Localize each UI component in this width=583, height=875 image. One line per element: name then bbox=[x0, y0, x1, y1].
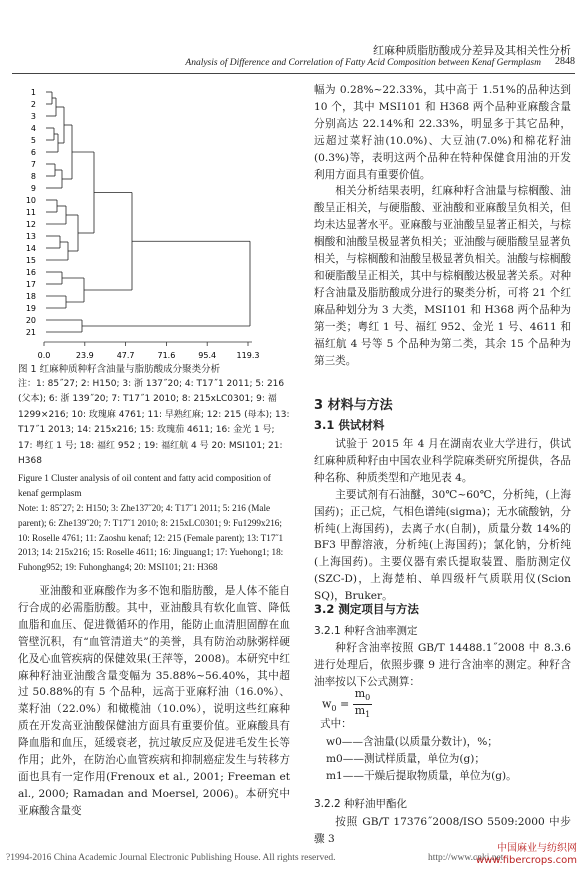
x-tick-label: 23.9 bbox=[75, 351, 94, 360]
paragraph: 种籽含油率按照 GB/T 14488.1˝2008 中 8.3.6 进行处理后，依照步骤 9 进行含油率的测定。种籽含油率按以下公式测算： bbox=[314, 642, 571, 688]
right-body-text bbox=[314, 82, 571, 369]
running-header-line bbox=[12, 56, 575, 70]
formula-definitions bbox=[326, 734, 571, 785]
running-title-cn: 红麻种质脂肪酸成分差异及其相关性分析 bbox=[373, 44, 571, 57]
paragraph: 试验于 2015 年 4 月在湖南农业大学进行，供试红麻种质种籽由中国农业科学院麻类研究所提供，各品种名称、种质类型和产地见表 4。 bbox=[314, 438, 571, 484]
page-number: 2848 bbox=[555, 56, 575, 67]
section-3-2-1-text bbox=[314, 640, 571, 691]
section-heading-3-2-1: 3.2.1 种籽含油率测定 bbox=[314, 625, 418, 637]
x-tick-label: 0.0 bbox=[37, 351, 51, 360]
formula-denominator-sub: 1 bbox=[365, 710, 371, 720]
figure-caption-en: Figure 1 Cluster analysis of oil content and fatty acid composition of kenaf germplasm bbox=[18, 473, 271, 499]
formula-numerator: m bbox=[354, 687, 366, 700]
leaf-label: 13 bbox=[25, 232, 36, 241]
section-heading-3-1: 3.1 供试材料 bbox=[314, 418, 385, 432]
section-heading-3-2-2: 3.2.2 种籽油甲酯化 bbox=[314, 798, 408, 810]
oil-content-formula: $w_0$ = $\frac{m_0}{m_1}$ bbox=[322, 687, 371, 720]
formula-lhs-sub: 0 bbox=[331, 703, 337, 713]
x-tick-label: 119.3 bbox=[236, 351, 260, 360]
section-heading-3: 3 材料与方法 bbox=[314, 398, 393, 413]
definition-item: m1——干燥后提取物质量，单位为(g)。 bbox=[326, 769, 517, 782]
leaf-label: 16 bbox=[25, 268, 36, 277]
paragraph: 按照 GB/T 17376˝2008/ISO 5509:2000 中步骤 3 bbox=[314, 816, 571, 845]
x-tick-label: 95.4 bbox=[198, 351, 217, 360]
x-axis-ticks bbox=[38, 342, 260, 360]
copyright-notice: ?1994-2016 China Academic Journal Electronic Publishing House. All rights reserved. bbox=[6, 853, 336, 863]
dendrogram bbox=[26, 88, 250, 337]
running-title-en: Analysis of Difference and Correlation of Fatty Acid Composition between Kenaf Germplasm bbox=[185, 58, 541, 68]
paragraph: 相关分析结果表明，红麻种籽含油量与棕榈酸、油酸呈正相关，与硬脂酸、亚油酸和亚麻酸呈负相关，但均未达显著水平。亚麻酸与亚油酸呈显著正相关，与棕榈酸和油酸呈极显著负相关；亚油酸与硬脂酸呈显著负相关，与棕榈酸和油酸呈极显著负相关。油酸与棕榈酸和硬脂酸呈正相关，其中与棕榈酸达极显著关系。对种籽含油量及脂肪酸成分进行的聚类分析，可将 21 个红麻品种划分为 3 大类，MSI101 和 H368 两个品种为第一类；粤红 1 号、福红 952、金光 1 号、4611 和福红航 4 号等 5 个品种为第二类，其余 15 个品种为第三类。 bbox=[314, 185, 571, 367]
figure-note-cn: 注：1: 85˝27; 2: H150; 3: 浙 137˝20; 4: T17˝1 2011; 5: 216 (父本); 6: 浙 139˝20; 7: T17˝1 2010; 8: 215xLC0301; 9: 福 1299×216; 10: 玫瑰麻 4761; 11: 早熟红麻; 12: 215 (母本); 13: T17˝1 2013; 14: 215x216; 15: 玫瑰茄 4611; 16: 金光 1 号; 17: 粤红 1 号; 18: 福红 952 ; 19: 福红航 4 号 20: MSI101; 21: H368 bbox=[18, 379, 290, 467]
leaf-label: 1 bbox=[30, 88, 36, 97]
section-heading-3-2: 3.2 测定项目与方法 bbox=[314, 602, 419, 616]
figure-note-en: Note: 1: 85˝27; 2: H150; 3: Zhe137˝20; 4: T17˝1 2011; 5: 216 (Male parent); 6: Zhe139˝20; 7: T17˝1 2010; 8: 215xLC0301; 9: Fu1299x216; 10: Roselle 4761; 11: Zaoshu kenaf; 12: 215 (Female parent); 13: T17˝1 2013; 14: 215x216; 15: Roselle 4611; 16: Jinguang1; 17: Yuehong1; 18: Fuhong952; 19: Fuhonghang4; 20: MSI101; 21: H368 bbox=[18, 503, 284, 572]
formula-numerator-sub: 0 bbox=[365, 693, 371, 703]
paragraph: 亚油酸和亚麻酸作为多不饱和脂肪酸，是人体不能自行合成的必需脂肪酸。其中，亚油酸具有软化血管、降低血脂和血压、促进微循环的作用，能防止血清胆固醇在血管壁沉积，有“血管清道夫”的美誉，具有防治动脉粥样硬化及心血管疾病的保健效果(王萍等，2008)。本研究中红麻种籽油亚油酸含量变幅为 35.88%~56.40%，其中超过 50.88%的有 5 个品种，远高于亚麻籽油（16.0%）、菜籽油（22.0%）和橄榄油（10.0%），说明这些红麻种质在开发高亚油酸保健油方面具有重要价值。亚麻酸具有降血脂和血压，延缓衰老，抗过敏反应及促进毛发生长等作用；此外，在防治心血管疾病和抑制癌症发生与转移方面也具有一定作用(Frenoux et al., 2001; Freeman et al., 2000; Ramadan and Moersel, 2006)。本研究中亚麻酸含量变 bbox=[18, 585, 290, 817]
x-tick-label: 47.7 bbox=[116, 351, 135, 360]
leaf-label: 12 bbox=[25, 220, 36, 229]
figure-caption-block bbox=[18, 362, 290, 574]
dendrogram-figure bbox=[22, 80, 272, 365]
paragraph: 幅为 0.28%~22.33%，其中高于 1.51%的品种达到 10 个，其中 MSI101 和 H368 两个品种亚麻酸含量分别高达 22.14%和 22.33%，明显多于其它品种，远超过菜籽油(10.0%)、大豆油(7.0%)和棉花籽油(0.3%)等，表明这两个品种在特种保健食用油的开发利用方面具有重要价值。 bbox=[314, 84, 571, 181]
leaf-label: 17 bbox=[25, 280, 36, 289]
leaf-label: 21 bbox=[25, 328, 36, 337]
leaf-label: 15 bbox=[25, 256, 36, 265]
x-tick-label: 71.6 bbox=[157, 351, 176, 360]
leaf-label: 3 bbox=[30, 112, 36, 121]
paragraph: 主要试剂有石油醚，30℃~60℃，分析纯，(上海国药)；正己烷，气相色谱纯(sigma)；无水硫酸钠，分析纯(上海国药)，去离子水(自制)，质量分数 14%的 BF3 甲醇溶液，分析纯(上海国药)；氯化钠，分析纯(上海国药)。主要仪器有索氏提取装置、脂肪测定仪(SZC-D)，上海楚柏、单四级杆气质联用仪(Scion SQ)，Bruker。 bbox=[314, 488, 571, 603]
formula-lhs: w bbox=[322, 697, 332, 711]
header-rule bbox=[12, 73, 575, 74]
leaf-label: 18 bbox=[25, 292, 36, 301]
leaf-label: 9 bbox=[30, 184, 36, 193]
leaf-label: 10 bbox=[25, 196, 36, 205]
formula-denominator: m bbox=[354, 704, 366, 718]
leaf-label: 6 bbox=[30, 148, 36, 157]
leaf-label: 5 bbox=[30, 136, 36, 145]
definition-item: w0——含油量(以质量分数计)，%； bbox=[326, 736, 498, 748]
watermark-url: www.fibercrops.com bbox=[475, 855, 577, 866]
cnki-url: http://www.cnki.net bbox=[428, 853, 504, 863]
left-body-text bbox=[18, 583, 290, 820]
leaf-label: 19 bbox=[25, 304, 36, 313]
watermark bbox=[476, 843, 577, 867]
leaf-label: 11 bbox=[25, 208, 36, 217]
watermark-cn: 中国麻业与纺织网 bbox=[497, 843, 577, 854]
leaf-label: 4 bbox=[30, 124, 36, 133]
section-3-1-text bbox=[314, 436, 571, 605]
leaf-label: 14 bbox=[25, 244, 36, 253]
leaf-label: 20 bbox=[25, 316, 36, 325]
leaf-label: 7 bbox=[30, 160, 36, 169]
leaf-label: 2 bbox=[30, 100, 36, 109]
figure-caption-cn: 图 1 红麻种质种籽含油量与脂肪酸成分聚类分析 bbox=[18, 364, 221, 375]
definition-item: m0——测试样质量，单位为(g)； bbox=[326, 752, 485, 765]
formula-where: 式中： bbox=[320, 718, 352, 730]
leaf-label: 8 bbox=[30, 172, 36, 181]
